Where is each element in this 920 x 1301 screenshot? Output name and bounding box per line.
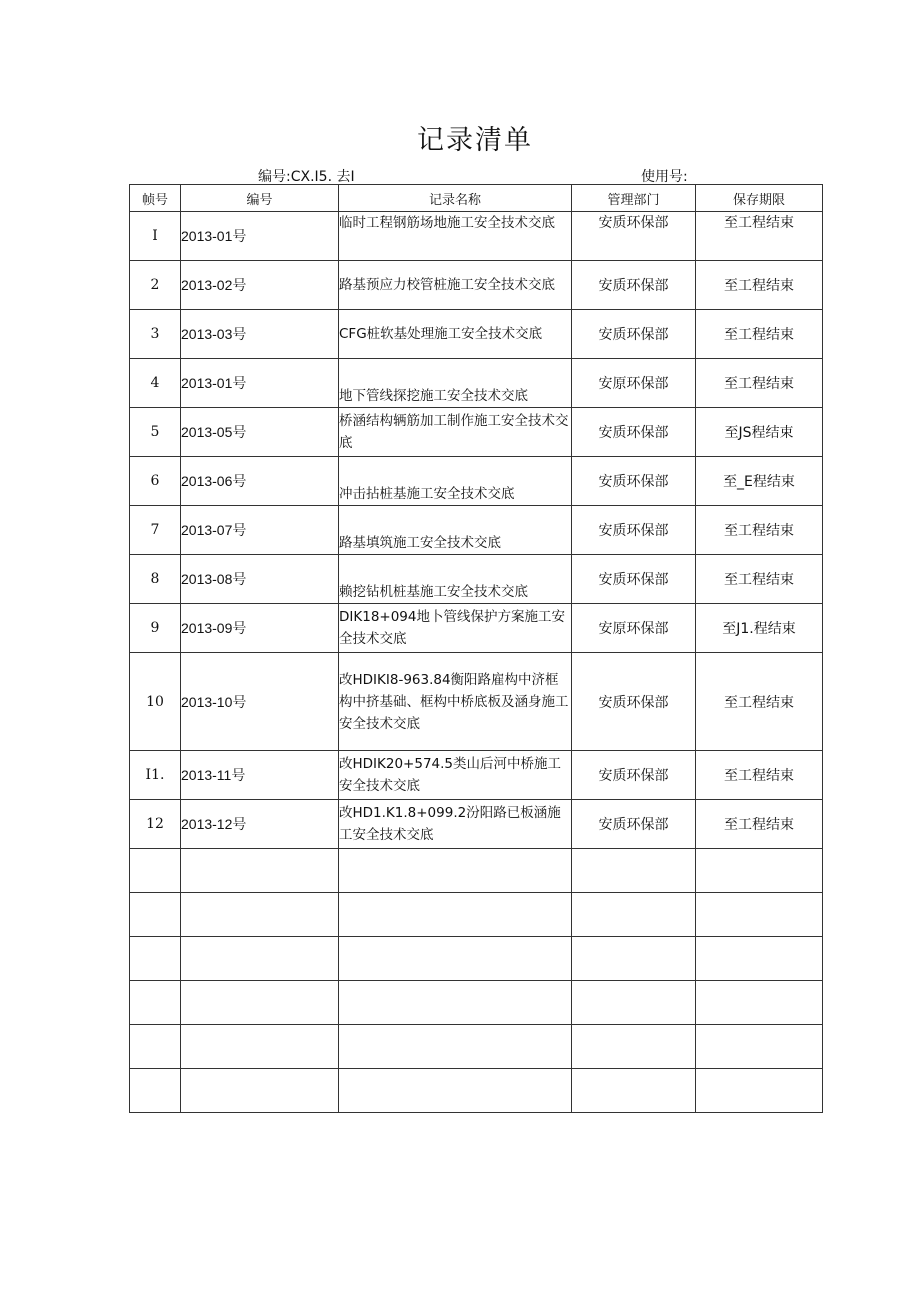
empty-cell: [181, 981, 339, 1025]
empty-cell: [339, 981, 572, 1025]
row-number: 9: [130, 604, 181, 653]
row-record-name: 临时工程钢筋场地施工安全技术交底: [339, 212, 572, 261]
row-record-name: 路基预应力校管桩施工安全技术交底: [339, 261, 572, 310]
empty-row: [130, 1025, 823, 1069]
row-record-name: 改HD1.K1.8+099.2汾阳路已板涵施工安全技术交底: [339, 800, 572, 849]
row-retention: 至_E程结束: [696, 457, 823, 506]
row-code: 2013-01号: [181, 212, 339, 261]
empty-cell: [130, 937, 181, 981]
usage-number: 使用号:: [641, 169, 688, 185]
row-department: 安质环保部: [572, 457, 696, 506]
row-department: 安质环保部: [572, 212, 696, 261]
table-row: [130, 506, 823, 555]
header-department: 管理部门: [572, 185, 696, 212]
row-number: 12: [130, 800, 181, 849]
row-code: 2013-01号: [181, 359, 339, 408]
row-record-name: CFG桩软基处理施工安全技术交底: [339, 310, 572, 359]
row-retention: 至工程结束: [696, 359, 823, 408]
empty-cell: [572, 937, 696, 981]
empty-cell: [130, 1025, 181, 1069]
empty-row: [130, 1069, 823, 1113]
empty-row: [130, 893, 823, 937]
row-retention: 至工程结束: [696, 800, 823, 849]
table-row: [130, 800, 823, 849]
row-department: 安质环保部: [572, 555, 696, 604]
row-retention: 至工程结束: [696, 310, 823, 359]
row-record-name: 改HDIK20+574.5类山后河中桥施工安全技术交底: [339, 751, 572, 800]
table-row: [130, 261, 823, 310]
empty-cell: [696, 893, 823, 937]
empty-cell: [572, 981, 696, 1025]
row-code: 2013-08号: [181, 555, 339, 604]
empty-cell: [696, 1069, 823, 1113]
table-row: [130, 310, 823, 359]
row-record-name: 冲击拈桩基施工安全技术交底: [339, 457, 572, 506]
row-department: 安质环保部: [572, 653, 696, 751]
empty-cell: [339, 1025, 572, 1069]
row-code: 2013-07号: [181, 506, 339, 555]
row-number: 2: [130, 261, 181, 310]
empty-cell: [696, 1025, 823, 1069]
table-row: [130, 408, 823, 457]
empty-cell: [572, 849, 696, 893]
empty-cell: [339, 849, 572, 893]
row-code: 2013-05号: [181, 408, 339, 457]
row-department: 安质环保部: [572, 800, 696, 849]
table-row: [130, 751, 823, 800]
row-record-name: 路基填筑施工安全技术交底: [339, 506, 572, 555]
empty-cell: [339, 893, 572, 937]
document-number: 编号:CX.I5. 去I: [258, 169, 355, 185]
empty-cell: [572, 1025, 696, 1069]
table-row: [130, 653, 823, 751]
empty-cell: [181, 937, 339, 981]
empty-row: [130, 849, 823, 893]
row-number: 3: [130, 310, 181, 359]
empty-cell: [696, 937, 823, 981]
page-title: 记录清单: [417, 125, 533, 156]
row-number: I: [130, 212, 181, 261]
row-number: I1.: [130, 751, 181, 800]
row-code: 2013-11号: [181, 751, 339, 800]
empty-cell: [339, 937, 572, 981]
row-code: 2013-06号: [181, 457, 339, 506]
row-number: 8: [130, 555, 181, 604]
row-department: 安原环保部: [572, 359, 696, 408]
row-number: 7: [130, 506, 181, 555]
table-row: [130, 212, 823, 261]
empty-cell: [181, 893, 339, 937]
row-retention: 至工程结束: [696, 555, 823, 604]
row-department: 安质环保部: [572, 506, 696, 555]
row-department: 安质环保部: [572, 408, 696, 457]
header-code: 编号: [181, 185, 339, 212]
table-row: [130, 555, 823, 604]
empty-cell: [696, 981, 823, 1025]
table-header-row: [130, 185, 823, 212]
table-row: [130, 359, 823, 408]
empty-cell: [696, 849, 823, 893]
empty-cell: [130, 893, 181, 937]
row-code: 2013-03号: [181, 310, 339, 359]
row-code: 2013-12号: [181, 800, 339, 849]
row-retention: 至工程结束: [696, 212, 823, 261]
header-retention: 保存期限: [696, 185, 823, 212]
row-code: 2013-10号: [181, 653, 339, 751]
table-row: [130, 457, 823, 506]
row-record-name: 赖挖钻机桩基施工安全技术交底: [339, 555, 572, 604]
row-record-name: DIK18+094地卜管线保护方案施工安全技术交底: [339, 604, 572, 653]
table-row: [130, 604, 823, 653]
row-record-name: 桥涵结构辆筋加工制作施工安全技术交底: [339, 408, 572, 457]
row-department: 安质环保部: [572, 261, 696, 310]
row-record-name: 改HDIKI8-963.84衡阳路雇构中济框构中挤基础、框构中桥底板及涵身施工安全技术交底: [339, 653, 572, 751]
header-frame-no: 帧号: [130, 185, 181, 212]
row-retention: 至工程结束: [696, 261, 823, 310]
empty-cell: [181, 849, 339, 893]
row-retention: 至J1.程结束: [696, 604, 823, 653]
empty-cell: [181, 1025, 339, 1069]
row-retention: 至工程结束: [696, 653, 823, 751]
row-number: 6: [130, 457, 181, 506]
empty-cell: [572, 1069, 696, 1113]
row-retention: 至JS程结束: [696, 408, 823, 457]
row-department: 安原环保部: [572, 604, 696, 653]
records-table: [129, 184, 823, 1113]
empty-cell: [181, 1069, 339, 1113]
row-number: 10: [130, 653, 181, 751]
row-department: 安质环保部: [572, 310, 696, 359]
empty-cell: [572, 893, 696, 937]
row-code: 2013-09号: [181, 604, 339, 653]
empty-cell: [130, 1069, 181, 1113]
row-record-name: 地下管线探挖施工安全技术交底: [339, 359, 572, 408]
empty-cell: [339, 1069, 572, 1113]
row-retention: 至工程结束: [696, 751, 823, 800]
row-department: 安质环保部: [572, 751, 696, 800]
empty-cell: [130, 849, 181, 893]
empty-row: [130, 937, 823, 981]
empty-cell: [130, 981, 181, 1025]
row-number: 4: [130, 359, 181, 408]
header-record-name: 记录名称: [339, 185, 572, 212]
row-retention: 至工程结束: [696, 506, 823, 555]
empty-row: [130, 981, 823, 1025]
row-code: 2013-02号: [181, 261, 339, 310]
row-number: 5: [130, 408, 181, 457]
